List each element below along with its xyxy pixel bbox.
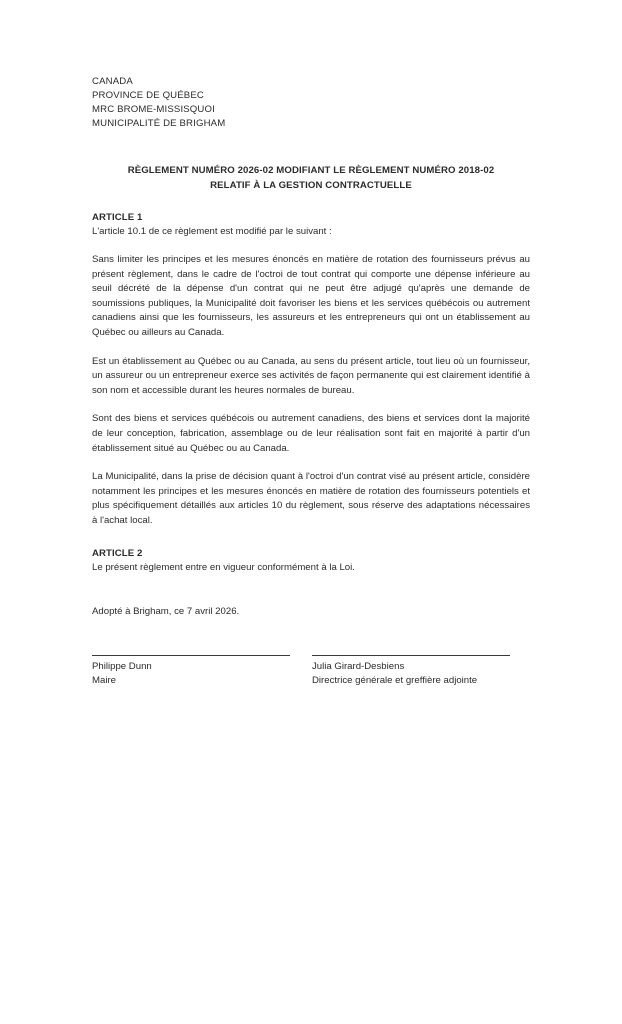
signature-line (92, 655, 290, 656)
article-2-heading: ARTICLE 2 (92, 547, 143, 559)
article-1-heading: ARTICLE 1 (92, 212, 143, 223)
signature-line (312, 655, 510, 656)
article-1-paragraph-3: Sont des biens et services québécois ou autrement canadiens, des biens et services dont la majorité de leur conception, fabrication, assemblage ou de leur réalisation sont fait en majorité à partir d'un établissement situé au Québec ou au Canada. (92, 413, 530, 454)
adoption-statement: Adopté à Brigham, ce 7 avril 2026. (92, 605, 240, 617)
article-1-section (92, 211, 530, 529)
spacer (92, 341, 530, 355)
signatory-role: Maire (92, 674, 116, 686)
signature-column-mayor (92, 655, 290, 687)
page-title-line-2: RELATIF À LA GESTION CONTRACTUELLE (210, 180, 412, 191)
signature-column-clerk (312, 655, 510, 687)
signatory-name: Julia Girard-Desbiens (312, 661, 405, 672)
letterhead-block (92, 75, 530, 131)
spacer (92, 239, 530, 253)
signatory-role: Directrice générale et greffière adjointe (312, 674, 478, 686)
spacer (92, 398, 530, 412)
article-2-lead: Le présent règlement entre en vigueur conformément à la Loi. (92, 561, 355, 573)
article-1-lead: L'article 10.1 de ce règlement est modifié par le suivant : (92, 226, 332, 237)
article-1-paragraph-1: Sans limiter les principes et les mesures énoncés en matière de rotation des fournisseurs prévus au présent règlement, dans le cadre de l'octroi de tout contrat qui comporte une dépense inférieure au seuil décrété de la dépense d'un contrat qui ne peut être adjugé qu'après une demande de soumissions publiques, la Municipalité doit favoriser les biens et les services québécois ou autrement canadiens ainsi que les fournisseurs, les assureurs et les entrepreneurs qui ont un établissement au Québec ou ailleurs au Canada. (92, 254, 530, 338)
page-title-line-1: RÈGLEMENT NUMÉRO 2026-02 MODIFIANT LE RÈGLEMENT NUMÉRO 2018-02 (127, 165, 495, 176)
signature-block (92, 655, 530, 687)
page-title (92, 163, 530, 193)
letterhead-line-municipality: MUNICIPALITÉ DE BRIGHAM (92, 118, 226, 129)
article-2-section (92, 547, 530, 575)
signatory-name: Philippe Dunn (92, 661, 152, 672)
letterhead-line-province: PROVINCE DE QUÉBEC (92, 90, 204, 101)
article-1-paragraph-2: Est un établissement au Québec ou au Canada, au sens du présent article, tout lieu où un fournisseur, un assureur ou un entrepreneur exerce ses activités de façon permanente qui est clairement identifié à son nom et accessible durant les heures normales de bureau. (92, 355, 530, 396)
letterhead-line-country: CANADA (92, 76, 133, 87)
letterhead-line-mrc: MRC BROME-MISSISQUOI (92, 104, 215, 115)
article-1-paragraph-4: La Municipalité, dans la prise de décision quant à l'octroi d'un contrat visé au présent article, considère notamment les principes et les mesures énoncés en matière de rotation des fournisseurs potentiels et plus spécifiquement détaillés aux articles 10 du règlement, sous réserve des adaptations nécessaires à l'achat local. (92, 471, 530, 526)
spacer (92, 456, 530, 470)
